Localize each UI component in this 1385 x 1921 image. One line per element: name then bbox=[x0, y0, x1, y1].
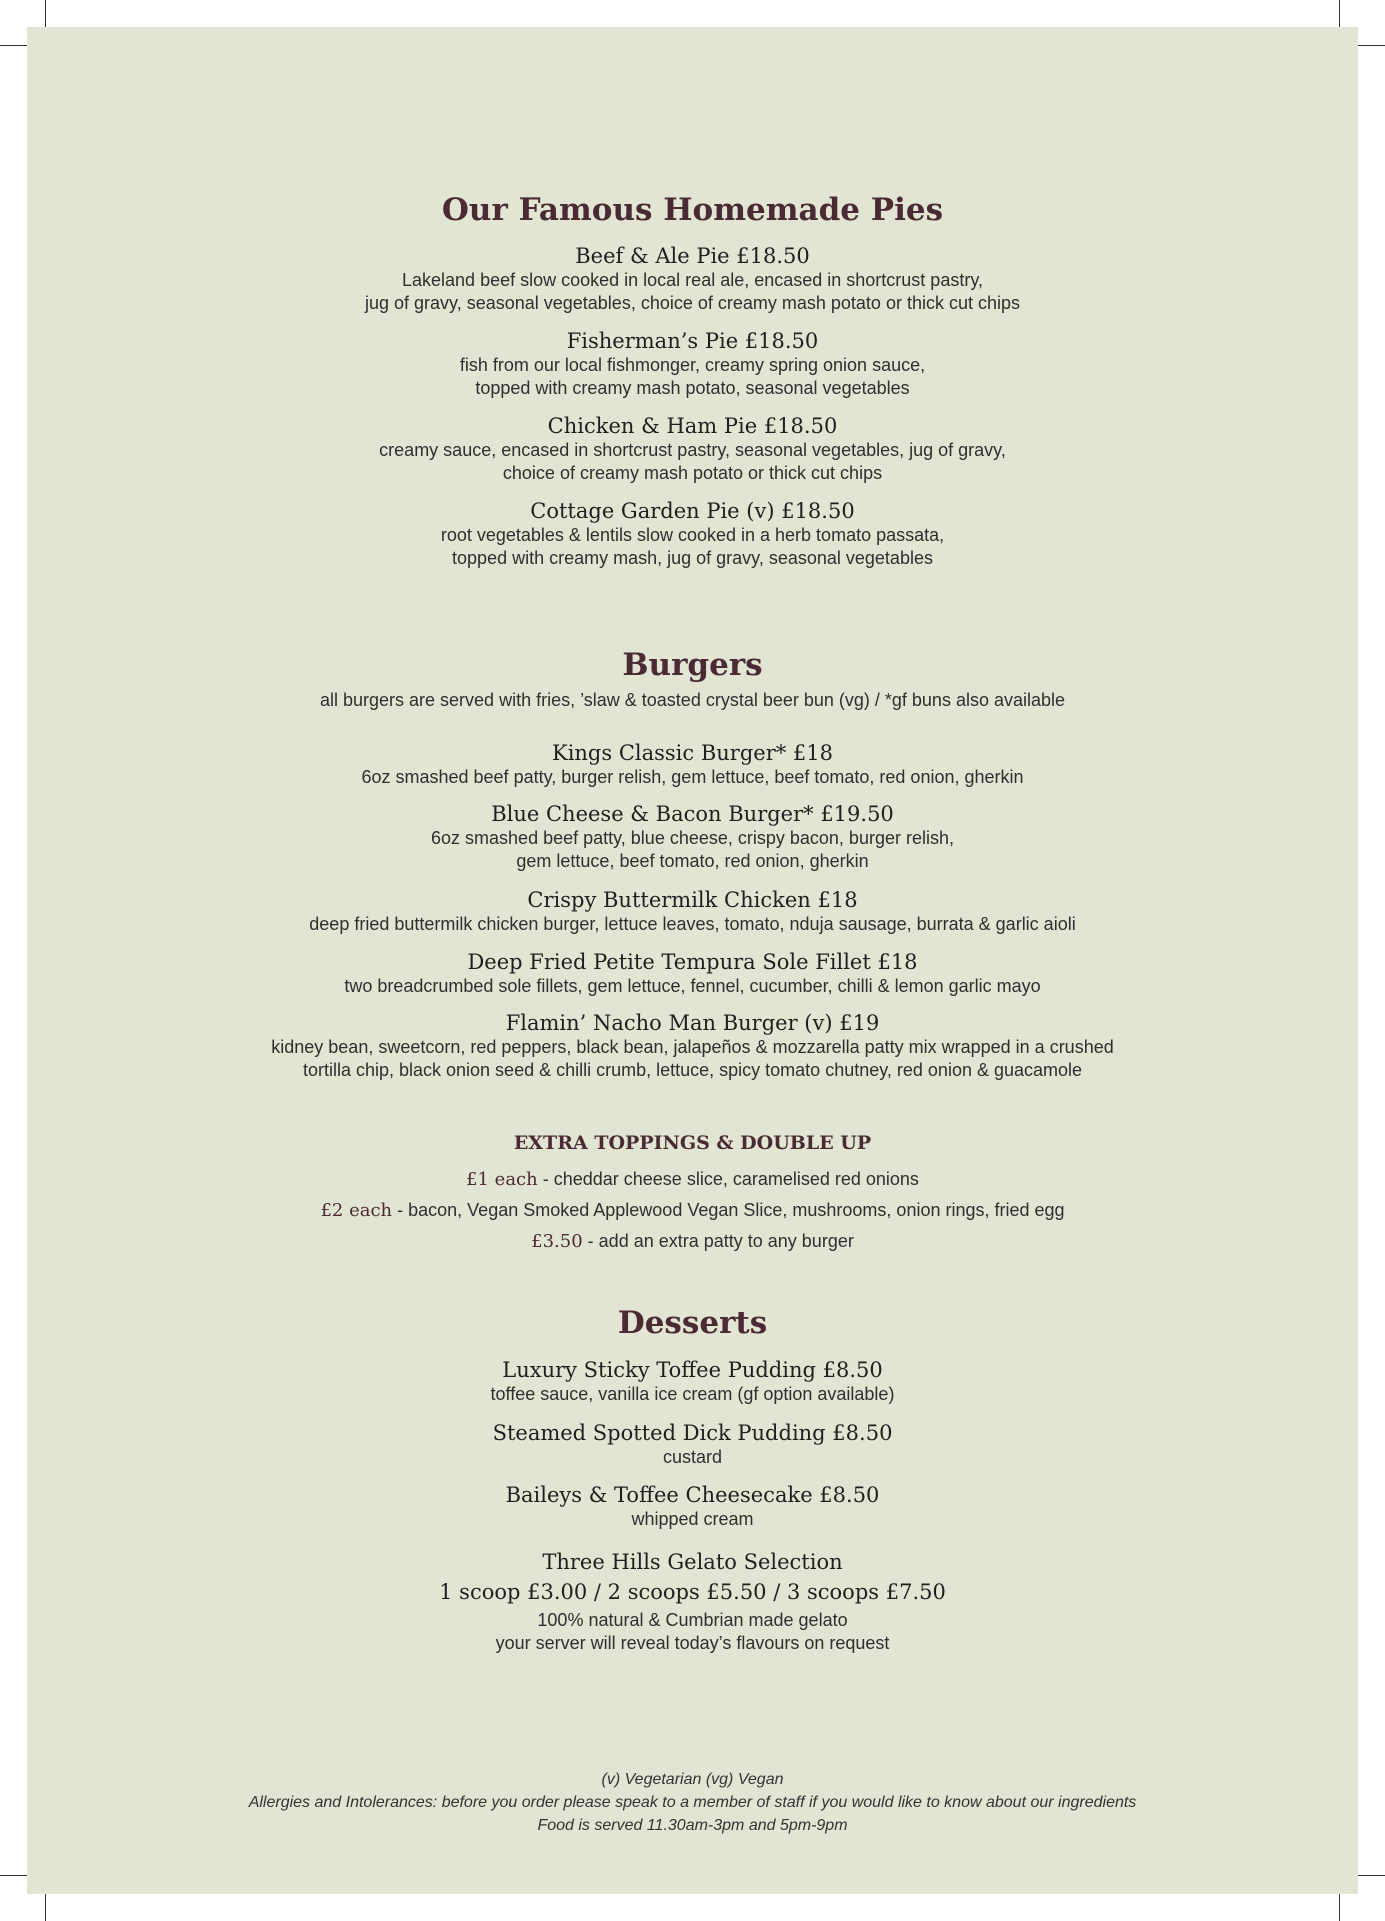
footer-hours: Food is served 11.30am-3pm and 5pm-9pm bbox=[537, 1817, 848, 1834]
item-name: Three Hills Gelato Selection bbox=[542, 1550, 843, 1574]
menu-item bbox=[27, 887, 1358, 936]
item-desc: deep fried buttermilk chicken burger, lettuce leaves, tomato, nduja sausage, burrata & garlic aioli bbox=[309, 914, 1076, 934]
item-name: Cottage Garden Pie (v) £18.50 bbox=[530, 499, 855, 523]
extras-line bbox=[27, 1164, 1358, 1195]
item-name: Baileys & Toffee Cheesecake £8.50 bbox=[505, 1483, 880, 1507]
item-name: Chicken & Ham Pie £18.50 bbox=[547, 414, 838, 438]
item-desc: your server will reveal today’s flavours on request bbox=[495, 1633, 890, 1653]
item-name: Luxury Sticky Toffee Pudding £8.50 bbox=[502, 1358, 883, 1382]
burgers-section bbox=[27, 645, 1358, 712]
item-desc: tortilla chip, black onion seed & chilli crumb, lettuce, spicy tomato chutney, red onion & guacamole bbox=[302, 1060, 1083, 1080]
item-desc: jug of gravy, seasonal vegetables, choice of creamy mash potato or thick cut chips bbox=[364, 293, 1020, 313]
crop-mark bbox=[1339, 1890, 1340, 1921]
section-title: Desserts bbox=[617, 1305, 768, 1341]
item-desc: 6oz smashed beef patty, blue cheese, crispy bacon, burger relish, bbox=[431, 828, 954, 848]
item-desc: choice of creamy mash potato or thick cut chips bbox=[502, 463, 883, 483]
crop-mark bbox=[45, 1890, 46, 1921]
menu-item bbox=[27, 1010, 1358, 1082]
section-title: Burgers bbox=[622, 647, 763, 683]
menu-item bbox=[27, 413, 1358, 485]
item-name: Crispy Buttermilk Chicken £18 bbox=[527, 888, 858, 912]
extras-block bbox=[27, 1132, 1358, 1257]
item-desc: topped with creamy mash, jug of gravy, seasonal vegetables bbox=[452, 548, 933, 568]
section-intro: all burgers are served with fries, ’slaw & toasted crystal beer bun (vg) / *gf buns also available bbox=[319, 690, 1066, 710]
item-name: Deep Fried Petite Tempura Sole Fillet £18 bbox=[467, 950, 918, 974]
item-desc: whipped cream bbox=[631, 1509, 754, 1529]
footer-allergies: Allergies and Intolerances: before you order please speak to a member of staff if you would like to know about our ingredients bbox=[248, 1794, 1137, 1811]
menu-item bbox=[27, 740, 1358, 789]
item-desc: 6oz smashed beef patty, burger relish, gem lettuce, beef tomato, red onion, gherkin bbox=[361, 767, 1024, 787]
menu-item bbox=[27, 1549, 1358, 1655]
pies-section bbox=[27, 190, 1358, 230]
item-name: Steamed Spotted Dick Pudding £8.50 bbox=[492, 1421, 893, 1445]
footer-legend: (v) Vegetarian (vg) Vegan bbox=[601, 1771, 784, 1788]
item-name: Beef & Ale Pie £18.50 bbox=[575, 244, 810, 268]
item-desc: two breadcrumbed sole fillets, gem lettuce, fennel, cucumber, chilli & lemon garlic mayo bbox=[344, 976, 1041, 996]
menu-item bbox=[27, 801, 1358, 873]
menu-item bbox=[27, 949, 1358, 998]
crop-mark bbox=[1354, 45, 1385, 46]
item-desc: custard bbox=[662, 1447, 723, 1467]
extras-price: £1 each bbox=[466, 1169, 538, 1190]
extras-price: £3.50 bbox=[531, 1231, 583, 1252]
menu-page bbox=[27, 27, 1358, 1894]
footer bbox=[27, 1768, 1358, 1837]
extras-line bbox=[27, 1226, 1358, 1257]
menu-item bbox=[27, 243, 1358, 315]
item-desc: root vegetables & lentils slow cooked in a herb tomato passata, bbox=[440, 525, 945, 545]
menu-item bbox=[27, 328, 1358, 400]
crop-mark bbox=[1354, 1875, 1385, 1876]
item-name: Flamin’ Nacho Man Burger (v) £19 bbox=[505, 1011, 880, 1035]
section-title: Our Famous Homemade Pies bbox=[441, 192, 944, 228]
item-desc: gem lettuce, beef tomato, red onion, gherkin bbox=[516, 851, 869, 871]
item-name: Fisherman’s Pie £18.50 bbox=[566, 329, 819, 353]
extras-title: EXTRA TOPPINGS & DOUBLE UP bbox=[513, 1132, 872, 1154]
extras-price: £2 each bbox=[320, 1200, 393, 1221]
item-name: Blue Cheese & Bacon Burger* £19.50 bbox=[491, 802, 894, 826]
extras-text: - bacon, Vegan Smoked Applewood Vegan Slice, mushrooms, onion rings, fried egg bbox=[392, 1200, 1065, 1220]
gelato-prices: 1 scoop £3.00 / 2 scoops £5.50 / 3 scoops £7.50 bbox=[439, 1580, 946, 1604]
item-desc: topped with creamy mash potato, seasonal vegetables bbox=[475, 378, 910, 398]
item-desc: creamy sauce, encased in shortcrust pastry, seasonal vegetables, jug of gravy, bbox=[379, 440, 1006, 460]
extras-line bbox=[27, 1195, 1358, 1226]
menu-item bbox=[27, 1482, 1358, 1531]
item-desc: kidney bean, sweetcorn, red peppers, black bean, jalapeños & mozzarella patty mix wrapped in a crushed bbox=[271, 1037, 1114, 1057]
menu-item bbox=[27, 1420, 1358, 1469]
extras-text: - cheddar cheese slice, caramelised red onions bbox=[537, 1169, 919, 1189]
item-desc: toffee sauce, vanilla ice cream (gf option available) bbox=[490, 1384, 895, 1404]
desserts-section bbox=[27, 1303, 1358, 1343]
menu-item bbox=[27, 1357, 1358, 1406]
item-desc: Lakeland beef slow cooked in local real ale, encased in shortcrust pastry, bbox=[402, 270, 983, 290]
menu-item bbox=[27, 498, 1358, 570]
item-desc: 100% natural & Cumbrian made gelato bbox=[537, 1610, 848, 1630]
item-name: Kings Classic Burger* £18 bbox=[552, 741, 833, 765]
extras-text: - add an extra patty to any burger bbox=[582, 1231, 854, 1251]
item-desc: fish from our local fishmonger, creamy spring onion sauce, bbox=[459, 355, 926, 375]
